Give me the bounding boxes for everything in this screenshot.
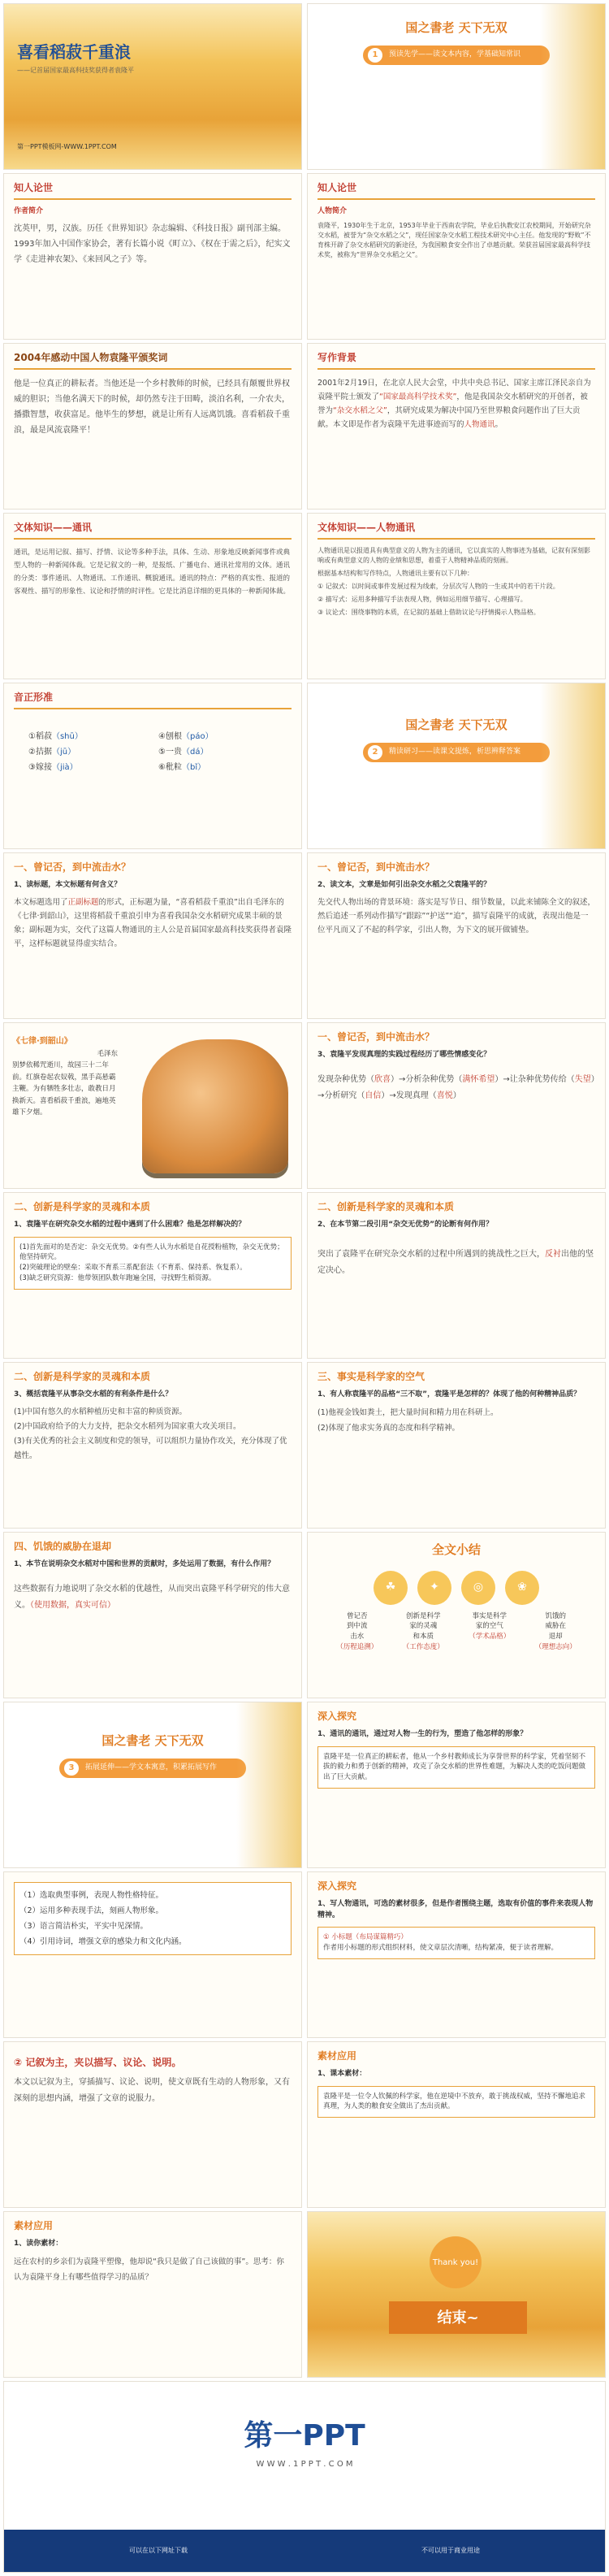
slide-summary [307, 1532, 606, 1698]
slide-section-3 [3, 1702, 302, 1868]
answer-box [14, 1237, 292, 1290]
slide-heading: 素材应用 [317, 2050, 357, 2062]
feature-line: （2）运用多种表现手法，刻画人物形象。 [19, 1906, 164, 1915]
word-item: ④刨根（páo） [158, 732, 214, 741]
summary-col: 饥饿的 威胁在 退却 （理想志向） [534, 1611, 577, 1651]
slide-heading: 二、创新是科学家的灵魂和本质 [14, 1201, 151, 1212]
slide-heading: 知人论世 [14, 182, 54, 193]
pill-number: 3 [64, 1761, 79, 1776]
author-label: 作者简介 [14, 207, 44, 215]
slide-award-speech [3, 343, 302, 510]
slide-heading: 二、创新是科学家的灵魂和本质 [14, 1371, 151, 1382]
answer: 先交代人物出场的背景环境：落实是写节日、细节数量，以此来铺陈全文的叙述，然后追述一系列动作描写“跟踪”“护送”“追”，描写袁隆平的成就，表现出他是一位平凡而又了不起的科学家，引出人物，为下文的展开做铺垫。 [317, 897, 596, 935]
slide-q-character [307, 1362, 606, 1529]
summary-col: 事实是科学 家的空气 （学术品格） [469, 1611, 511, 1641]
word-item: ⑤一贵（dá） [158, 748, 209, 757]
main-title: 喜看稻菽千重浪 [17, 42, 131, 62]
text-part: 2001年2月19日，在北京人民大会堂，中共中央总书记、国家主席江泽民亲自为袁隆平院士颁发了 [317, 379, 591, 402]
ppt-url: W W W . 1 P P T . C O M [256, 2460, 353, 2469]
light-icon: ✦ [417, 1571, 451, 1605]
answer: 这些数据有力地说明了杂交水稻的优越性，从而突出袁隆平科学研究的伟大意义。（使用数据，真实可信） [14, 1584, 290, 1610]
slide-material-1 [307, 2041, 606, 2208]
slide-end [307, 2211, 606, 2378]
slide-heading: 一、曾记否，到中流击水？ [14, 861, 132, 873]
person-label: 人物简介 [317, 207, 348, 215]
footer-right: 不可以用于商业用途 [421, 2547, 480, 2554]
answer-line: (1)他视金钱如粪土，把大量时间和精力用在科研上。 [317, 1407, 499, 1417]
word-item: ⑥秕粒（bǐ） [158, 763, 206, 772]
slide-heading: 音正形准 [14, 692, 54, 703]
slide-heading: 一、曾记否，到中流击水？ [317, 1031, 435, 1043]
question: 3、袁隆平发现真理的实践过程经历了哪些情感变化？ [317, 1051, 491, 1059]
section-title: 国之書老 天下无双 [405, 20, 508, 35]
poem-block [12, 1034, 118, 1119]
answer: 突出了袁隆平在研究杂交水稻的过程中所遇到的挑战性之巨大，反衬出他的坚定决心。 [317, 1249, 594, 1275]
slide-heading: 深入探究 [317, 1880, 357, 1892]
slide-features [3, 1871, 302, 2038]
pill-number: 2 [368, 745, 382, 760]
text-part: ，其研究成果为解决中国乃至世界粮食问题作出了巨大贡献。本文即是作者为袁隆平先进事迹而写的 [317, 406, 581, 430]
highlight: “国家最高科学技术奖” [379, 392, 457, 402]
answer [308, 1403, 605, 1438]
question: 1、本节在说明杂交水稻对中国和世界的贡献时，多处运用了数据，有什么作用？ [14, 1560, 275, 1568]
main-subtitle: ——记首届国家最高科技奖获得者袁隆平 [17, 67, 134, 74]
thanks-bubble [430, 2236, 482, 2288]
question: 1、课本素材： [317, 2070, 367, 2078]
slide-poem [3, 1022, 302, 1189]
slide-author [3, 173, 302, 340]
highlight: 人物通讯 [464, 420, 495, 430]
slide-q-quote [307, 1192, 606, 1359]
slide-person [307, 173, 606, 340]
slide-genre-news [3, 513, 302, 679]
question: 3、概括袁隆平从事杂交水稻的有利条件是什么？ [14, 1390, 173, 1399]
slide-section-2 [307, 683, 606, 849]
answer-line: (2)突破理论的壁垒：采取不育系三系配套法（不育系、保持系、恢复系）。 [19, 1264, 247, 1272]
answer-box: 袁隆平是一位真正的耕耘者，他从一个乡村教师成长为享誉世界的科学家，凭着坚韧不拔的毅力和勇于创新的精神，攻克了杂交水稻的世界性难题，为解决人类的吃饭问题做出了巨大贡献。 [317, 1746, 595, 1789]
feature-line: （1）选取典型事例，表现人物性格特征。 [19, 1891, 164, 1900]
genre-text: 通讯，是运用记叙、描写、抒情、议论等多种手法，具体、生动、形象地反映新闻事件或典型人物的一种新闻体裁。它是记叙文的一种，是报纸、广播电台、通讯社常用的文体。通讯的分类：事件通讯、人物通讯、工作通讯、概貌通讯。通讯的特点：严格的真实性、报道的客观性、描写的形象性、议论和抒情的时评性。它是比消息详细的更具体的一种新闻体裁。 [14, 549, 291, 596]
slide-heading: 二、创新是科学家的灵魂和本质 [317, 1201, 455, 1212]
slide-heading: 写作背景 [317, 352, 357, 363]
divider [317, 538, 595, 540]
question: 1、读标题，本文标题有何含义？ [14, 881, 122, 889]
highlight: “杂交水稻之父” [333, 406, 387, 416]
background-text [308, 375, 605, 433]
pill-text: 预读先学——读文本内容，学基础知常识 [389, 50, 521, 59]
wheat-icon: ☘ [374, 1571, 408, 1605]
question: 2、读文本，文章是如何引出杂交水稻之父袁隆平的？ [317, 881, 491, 889]
question: 1、写人物通讯，可选的素材很多，但是作者围绕主题，选取有价值的事件来表现人物精神。 [317, 1900, 594, 1919]
answer-box: 袁隆平是一位令人钦佩的科学家，他在逆境中不放弃，敢于挑战权威，坚持不懈地追求真理，为人类的粮食安全做出了杰出贡献。 [317, 2086, 595, 2118]
divider [14, 198, 292, 200]
slide-heading: 2004年感动中国人物袁隆平颁奖词 [14, 352, 168, 363]
text-part: ，他是我国杂交水稻研究的开创者，被誉为 [317, 392, 588, 416]
genre-point-3: ③ 议论式：围绕事物的本质，在记叙的基础上借助议论与抒情揭示人物品格。 [317, 609, 540, 616]
author-text: 沈英甲，男，汉族。历任《世界知识》杂志编辑、《科技日报》副刊部主编。1993年加入中国作家协会，著有长篇小说《町立》、《权在于需之后》，纪实文学《走进神农架》、《来回风之子》等。 [14, 223, 291, 264]
question: 1、有人称袁隆平的品格“三不取”，袁隆平是怎样的？体现了他的何种精神品质？ [317, 1390, 581, 1399]
question: 1、读你素材： [14, 2240, 63, 2248]
word-grid [4, 726, 301, 778]
answer: 发现杂种优势（欣喜）→分析杂种优势（满怀希望）→让杂种优势传给（失望）→分析研究（自信）→发现真理（喜悦） [317, 1074, 595, 1100]
slide-narration [3, 2041, 302, 2208]
slide-genre-person [307, 513, 606, 679]
answer-line: (2)中国政府给予的大力支持，把杂交水稻列为国家重大攻关项目。 [14, 1421, 241, 1431]
divider [14, 708, 292, 709]
thanks-text: Thank you! [432, 2257, 479, 2267]
footer-bar [4, 2530, 605, 2572]
answer: 本文标题选用了正副标题的形式，正标题为量，“喜看稻菽千重浪”出自毛泽东的《七律·到韶山》，这里将稻菽千重浪引申为喜看我国杂交水稻研究成果丰硕的景象；副标题为实，交代了这篇人物通讯的主人公是首届国家最高科技奖获得者袁隆平，这样标题就显得虚实结合。 [14, 897, 292, 948]
summary-icons [308, 1571, 605, 1605]
genre-intro: 人物通讯是以报道具有典型意义的人物为主的通讯，它以真实的人物事迹为基础，记叙有深刻影响或有典型意义的人物的业绩和思想，着重于人物精神品质的刻画。 [317, 547, 590, 564]
slide-q-data [3, 1532, 302, 1698]
box-title: ① 小标题（布局谋篇精巧） [323, 1933, 408, 1941]
slide-title [3, 3, 302, 170]
poem-title: 《七律·到韶山》 [12, 1037, 72, 1046]
poem-author: 毛泽东 [97, 1050, 118, 1058]
word-item: ②拮据（jū） [28, 748, 76, 757]
answer-line: (3)有关优秀的社会主义制度和党的领导，可以组织力量协作攻关，充分体现了优越性。 [14, 1436, 287, 1460]
slide-section-1 [307, 3, 606, 170]
answer-line: (2)体现了他求实务真的态度和科学精神。 [317, 1423, 460, 1433]
ppt-logo: 第一PPT [244, 2419, 365, 2452]
feature-line: （4）引用诗词，增强文章的感染力和文化内涵。 [19, 1937, 187, 1946]
divider [14, 538, 292, 540]
footer-left: 可以在以下网址下载 [129, 2547, 188, 2554]
answer-line: (1)首先面对的是否定：杂交无优势。②有些人认为水稻是自花授粉植物，杂交无优势；他坚持研究。 [19, 1242, 284, 1262]
end-banner [389, 2301, 527, 2334]
slide-q-title [3, 852, 302, 1019]
stone-monument-image [142, 1039, 288, 1173]
genre-point-2: ② 描写式：运用多种描写手法表现人物，例如运用细节描写、心理描写。 [317, 596, 527, 603]
slide-q-difficulty [3, 1192, 302, 1359]
features-box [14, 1882, 292, 1955]
slide-heading: 文体知识——人物通讯 [317, 522, 416, 533]
section-title: 国之書老 天下无双 [405, 718, 508, 732]
answer-line: (3)缺乏研究资源：他带领团队数年跑遍全国，寻找野生稻资源。 [19, 1273, 216, 1282]
end-text: 结束~ [437, 2309, 479, 2327]
wheat-decor [236, 1702, 301, 1867]
slide-heading: ② 记叙为主，夹以描写、议论、说明。 [14, 2057, 182, 2068]
slide-background [307, 343, 606, 510]
divider [317, 198, 595, 200]
answer-line: (1)中国有悠久的水稻种植历史和丰富的种质资源。 [14, 1407, 187, 1416]
section-pill [363, 46, 550, 65]
slide-explore-2 [307, 1871, 606, 2038]
wheat-decor [540, 4, 605, 169]
award-text: 他是一位真正的耕耘者。当他还是一个乡村教师的时候，已经具有颠覆世界权威的胆识；当他名满天下的时候，却仍然专注于田畴，淡泊名利，一介农夫，播撒智慧，收获富足。他毕生的梦想，就是让所有人远离饥饿。喜看稻菽千重浪，最是风流袁隆平！ [14, 379, 290, 435]
answer: 远在农村的乡亲们为袁隆平塑像，他却说“我只是做了自己该做的事”。思考：你认为袁隆平身上有哪些值得学习的品质？ [14, 2257, 284, 2282]
section-pill [59, 1759, 246, 1778]
divider [317, 368, 595, 370]
answer-box [317, 1927, 595, 1959]
leaf-icon: ❀ [505, 1571, 539, 1605]
globe-icon: ◎ [461, 1571, 495, 1605]
slide-heading: 四、饥饿的威胁在退却 [14, 1541, 112, 1552]
credit-text: 第一PPT模板网-WWW.1PPT.COM [17, 143, 117, 150]
feature-line: （3）语言简洁朴实，平实中见深情。 [19, 1922, 149, 1931]
box-text: 作者用小标题的形式组织材料，使文章层次清晰，结构紧凑，便于读者理解。 [323, 1943, 559, 1952]
slide-q-emotion [307, 1022, 606, 1189]
slide-heading: 素材应用 [14, 2220, 54, 2231]
genre-point-1: ① 记叙式：以时间或事件发展过程为线索，分层次写人物的一生或其中的若干片段。 [317, 583, 559, 590]
slide-credits [3, 2381, 606, 2573]
answer [4, 1403, 301, 1465]
word-item: ③嫁接（jià） [28, 763, 78, 772]
question: 1、袁隆平在研究杂交水稻的过程中遇到了什么困难？他是怎样解决的？ [14, 1221, 246, 1229]
question: 2、在本节第二段引用“杂交无优势”的论断有何作用？ [317, 1221, 494, 1229]
slide-q-intro [307, 852, 606, 1019]
slide-q-conditions [3, 1362, 302, 1529]
wheat-decor [540, 683, 605, 848]
slide-material-2 [3, 2211, 302, 2378]
divider [14, 368, 292, 370]
summary-col: 创新是科学 家的灵魂 和本质 （工作态度） [402, 1611, 444, 1651]
slide-heading: 三、事实是科学家的空气 [317, 1371, 425, 1382]
genre-basics: 根据基本结构和写作特点，人物通讯主要有以下几种： [317, 570, 473, 577]
word-item: ①稻菽（shū） [28, 732, 83, 741]
slide-explore-1 [307, 1702, 606, 1868]
narration-text: 本文以记叙为主，穿插描写、议论、说明，使文章既有生动的人物形象，又有深刻的思想内涵，增强了文章的说服力。 [14, 2078, 290, 2103]
question: 1、通讯的通讯，通过对人物一生的行为，塑造了他怎样的形象？ [317, 1730, 528, 1738]
pill-text: 拓展延伸——学文本寓意，积累拓展写作 [85, 1763, 218, 1772]
section-pill [363, 743, 550, 762]
person-text: 袁隆平，1930年生于北京，1953年毕业于西南农学院，毕业后执教安江农校期间，开始研究杂交水稻，被誉为“杂交水稻之父”，现任国家杂交水稻工程技术研究中心主任。他发现的“野败”不育株开辟了杂交水稻研究的新途径，为我国粮食安全作出了卓越贡献。荣获首届国家最高科学技术奖，被称为“世界杂交水稻之父”。 [317, 221, 591, 258]
section-title: 国之書老 天下无双 [102, 1733, 204, 1748]
summary-columns [308, 1605, 605, 1659]
text-part: 。 [495, 420, 503, 430]
pill-text: 精读研习——读课文提炼，析思辨释答案 [389, 747, 521, 756]
summary-title: 全文小结 [431, 1542, 481, 1557]
slide-pronunciation [3, 683, 302, 849]
poem-text: 别梦依稀咒逝川，故园三十二年前。红旗卷起农奴戟，黑手高悬霸主鞭。为有牺牲多壮志，敢教日月换新天。喜看稻菽千重浪，遍地英雄下夕烟。 [12, 1061, 116, 1117]
pill-number: 1 [368, 48, 382, 63]
slide-heading: 深入探究 [317, 1711, 357, 1722]
summary-col: 曾记否 到中流 击水 （历程追溯） [336, 1611, 378, 1651]
slide-heading: 文体知识——通讯 [14, 522, 93, 533]
slide-heading: 知人论世 [317, 182, 357, 193]
slide-heading: 一、曾记否，到中流击水？ [317, 861, 435, 873]
